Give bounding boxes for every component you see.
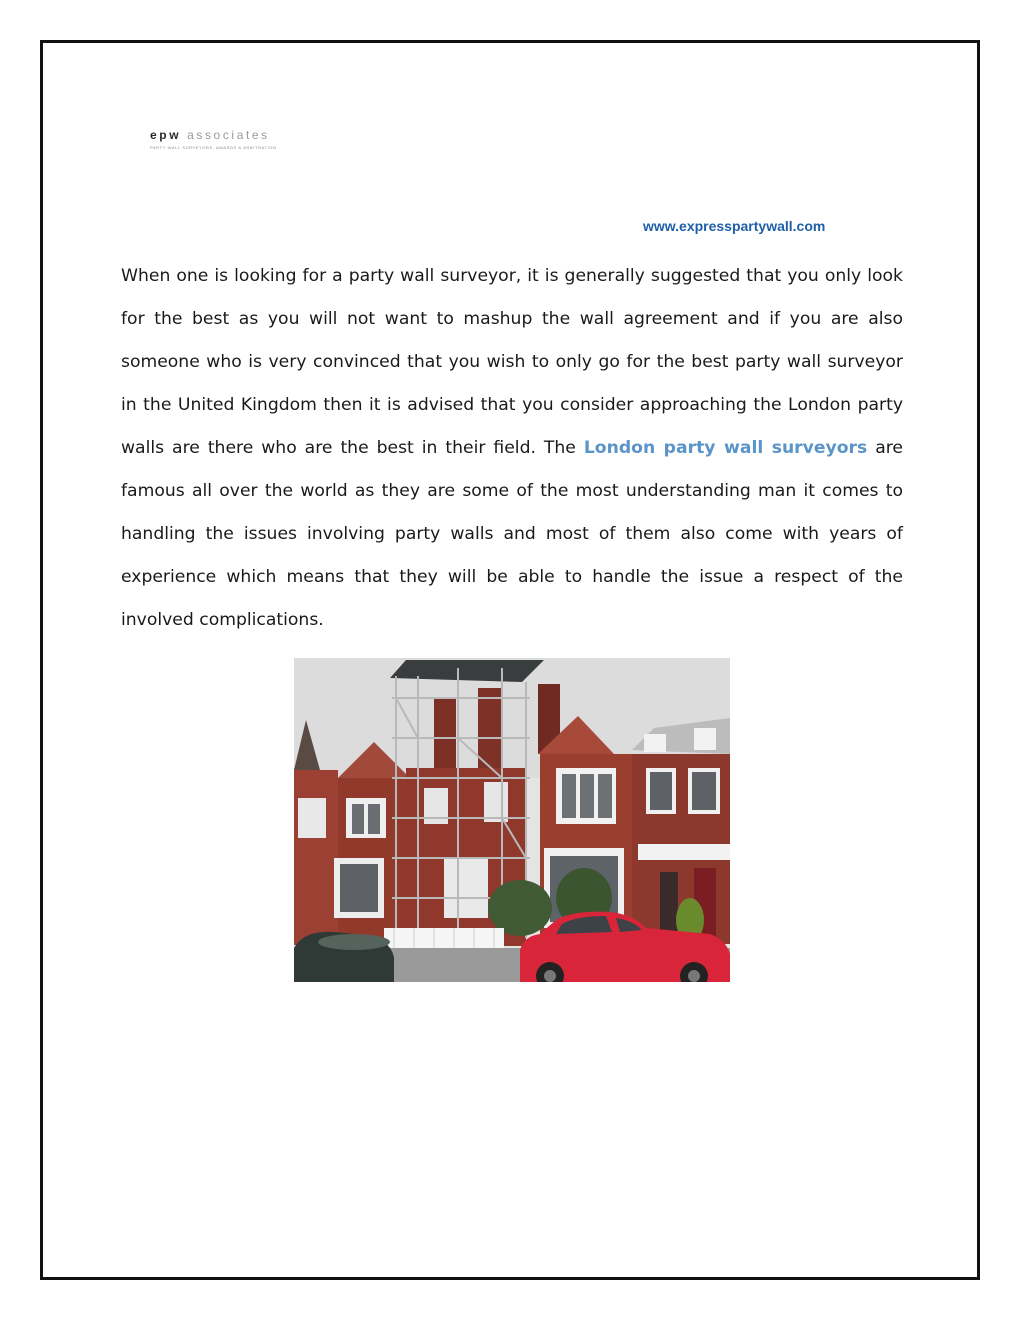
houses-with-scaffolding-illustration	[294, 658, 730, 982]
logo-secondary-text: associates	[187, 128, 270, 142]
street-photo	[294, 658, 730, 982]
website-link[interactable]: www.expresspartywall.com	[643, 218, 826, 234]
logo-tagline: PARTY WALL SURVEYORS, AWARDS & ARBITRATION	[150, 145, 277, 150]
article-paragraph	[121, 255, 903, 642]
article-text-start: When one is looking for a party wall surveyor, it is generally suggested that you only look for the best as you will not want to mashup the wall agreement and if you are also someone who is very convinced that you wish to only go for the best party wall surveyor in the United Kingdom then it is advised that you consider approaching the London party walls are there who are the best in their field. The	[121, 266, 903, 458]
london-surveyors-link[interactable]: London party wall surveyors	[583, 438, 868, 458]
article-text-end: are famous all over the world as they are some of the most understanding man it comes to handling the issues involving party walls and most of them also come with years of experience which means that they will be able to handle the issue a respect of the involved complications.	[121, 438, 904, 630]
company-logo	[150, 128, 277, 154]
logo-wordmark	[150, 128, 270, 142]
logo-primary-text: epw	[150, 128, 182, 142]
